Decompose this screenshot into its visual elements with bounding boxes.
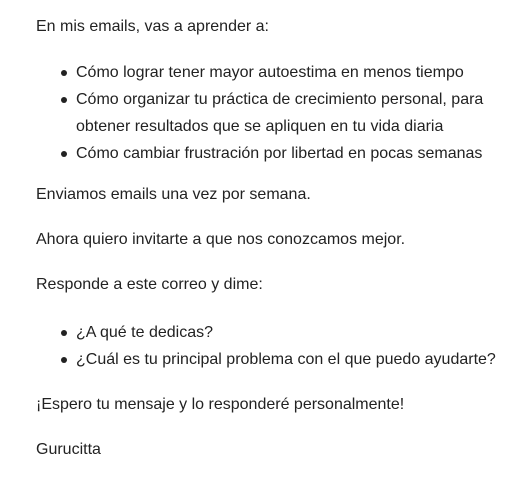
learn-list (36, 59, 524, 167)
questions-list (36, 319, 524, 373)
reply-prompt-text: Responde a este correo y dime: (36, 276, 263, 293)
intro-text: En mis emails, vas a aprender a: (36, 18, 269, 35)
list-item: ¿A qué te dedicas? (36, 319, 496, 346)
list-item: Cómo organizar tu práctica de crecimiento personal, para obtener resultados que se apliquen en tu vida diaria (36, 86, 496, 140)
frequency-text: Enviamos emails una vez por semana. (36, 186, 311, 203)
closing-text: ¡Espero tu mensaje y lo responderé personalmente! (36, 396, 405, 413)
list-item: ¿Cuál es tu principal problema con el que puedo ayudarte? (36, 346, 496, 373)
signature: Gurucitta (36, 441, 101, 458)
list-item: Cómo lograr tener mayor autoestima en menos tiempo (36, 59, 496, 86)
list-item: Cómo cambiar frustración por libertad en pocas semanas (36, 140, 496, 167)
invite-text: Ahora quiero invitarte a que nos conozcamos mejor. (36, 231, 406, 248)
